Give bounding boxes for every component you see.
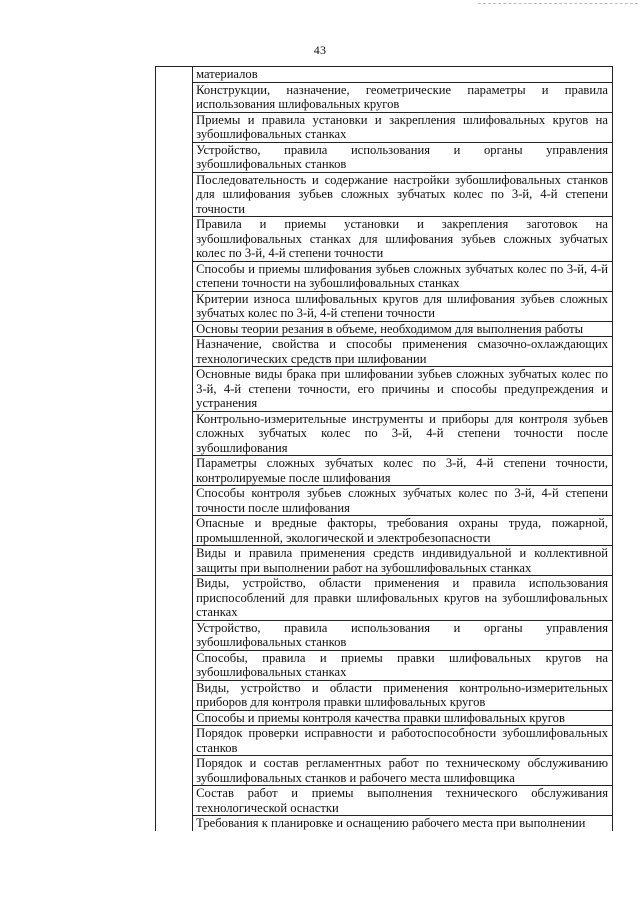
label-column-cell bbox=[156, 112, 193, 142]
table-row bbox=[156, 816, 613, 831]
label-column-cell bbox=[156, 172, 193, 217]
label-column-cell bbox=[156, 576, 193, 621]
table-row bbox=[156, 710, 613, 726]
table-row bbox=[156, 786, 613, 816]
knowledge-item-cell: Устройство, правила использования и органы управления зубошлифовальных станков bbox=[193, 620, 613, 650]
knowledge-item-cell: Порядок проверки исправности и работоспособности зубошлифовальных станков bbox=[193, 726, 613, 756]
table-row bbox=[156, 456, 613, 486]
knowledge-item-cell: Способы контроля зубьев сложных зубчатых колес по 3-й, 4-й степени точности после шлифования bbox=[193, 486, 613, 516]
knowledge-item-cell: Назначение, свойства и способы применения смазочно-охлаждающих технологических средств при шлифовании bbox=[193, 337, 613, 367]
requirements-table-body bbox=[156, 67, 613, 831]
knowledge-item-cell: Способы и приемы контроля качества правки шлифовальных кругов bbox=[193, 710, 613, 726]
table-row bbox=[156, 291, 613, 321]
label-column-cell bbox=[156, 786, 193, 816]
requirements-table bbox=[155, 66, 613, 831]
label-column-cell bbox=[156, 516, 193, 546]
knowledge-item-cell: Контрольно-измерительные инструменты и приборы для контроля зубьев сложных зубчатых колес по 3-й, 4-й степени точности после зубошлифования bbox=[193, 411, 613, 456]
label-column-cell bbox=[156, 321, 193, 337]
knowledge-item-cell: Последовательность и содержание настройки зубошлифовальных станков для шлифования зубьев сложных зубчатых колес по 3-й, 4-й степени точности bbox=[193, 172, 613, 217]
label-column-cell bbox=[156, 217, 193, 262]
knowledge-item-cell: Опасные и вредные факторы, требования охраны труда, пожарной, промышленной, экологической и электробезопасности bbox=[193, 516, 613, 546]
label-column-cell bbox=[156, 142, 193, 172]
page-number: 43 bbox=[313, 43, 327, 57]
table-row bbox=[156, 337, 613, 367]
knowledge-item-cell: Состав работ и приемы выполнения технического обслуживания технологической оснастки bbox=[193, 786, 613, 816]
table-row bbox=[156, 726, 613, 756]
table-row bbox=[156, 142, 613, 172]
label-column-cell bbox=[156, 680, 193, 710]
label-column-cell bbox=[156, 756, 193, 786]
table-row bbox=[156, 546, 613, 576]
table-row bbox=[156, 67, 613, 83]
table-row bbox=[156, 486, 613, 516]
table-row bbox=[156, 112, 613, 142]
table-row bbox=[156, 680, 613, 710]
table-row bbox=[156, 756, 613, 786]
label-column-cell bbox=[156, 411, 193, 456]
knowledge-item-cell: Способы, правила и приемы правки шлифовальных кругов на зубошлифовальных станках bbox=[193, 650, 613, 680]
label-column-cell bbox=[156, 82, 193, 112]
knowledge-item-cell: Виды, устройство, области применения и правила использования приспособлений для правки шлифовальных кругов на зубошлифовальных станках bbox=[193, 576, 613, 621]
label-column-cell bbox=[156, 367, 193, 412]
label-column-cell bbox=[156, 291, 193, 321]
knowledge-item-cell: Параметры сложных зубчатых колес по 3-й, 4-й степени точности, контролируемые после шлифования bbox=[193, 456, 613, 486]
knowledge-item-cell: Виды и правила применения средств индивидуальной и коллективной защиты при выполнении работ на зубошлифовальных станках bbox=[193, 546, 613, 576]
table-row bbox=[156, 321, 613, 337]
knowledge-item-cell: Порядок и состав регламентных работ по техническому обслуживанию зубошлифовальных станков и рабочего места шлифовщика bbox=[193, 756, 613, 786]
table-row bbox=[156, 172, 613, 217]
label-column-cell bbox=[156, 650, 193, 680]
table-row bbox=[156, 217, 613, 262]
knowledge-item-cell: Виды, устройство и области применения контрольно-измерительных приборов для контроля правки шлифовальных кругов bbox=[193, 680, 613, 710]
knowledge-item-cell: Конструкции, назначение, геометрические параметры и правила использования шлифовальных кругов bbox=[193, 82, 613, 112]
table-row bbox=[156, 411, 613, 456]
knowledge-item-cell: Способы и приемы шлифования зубьев сложных зубчатых колес по 3-й, 4-й степени точности на зубошлифовальных станках bbox=[193, 261, 613, 291]
knowledge-item-cell: Основы теории резания в объеме, необходимом для выполнения работы bbox=[193, 321, 613, 337]
table-row bbox=[156, 650, 613, 680]
table-row bbox=[156, 367, 613, 412]
table-row bbox=[156, 261, 613, 291]
label-column-cell bbox=[156, 337, 193, 367]
label-column-cell bbox=[156, 620, 193, 650]
label-column-cell bbox=[156, 456, 193, 486]
knowledge-item-cell: материалов bbox=[193, 67, 613, 83]
knowledge-item-cell: Критерии износа шлифовальных кругов для шлифования зубьев сложных зубчатых колес по 3-й, 4-й степени точности bbox=[193, 291, 613, 321]
table-row bbox=[156, 620, 613, 650]
knowledge-item-cell: Правила и приемы установки и закрепления заготовок на зубошлифовальных станках для шлифования зубьев сложных зубчатых колес по 3-й, 4-й степени точности bbox=[193, 217, 613, 262]
table-row bbox=[156, 516, 613, 546]
knowledge-item-cell: Основные виды брака при шлифовании зубьев сложных зубчатых колес по 3-й, 4-й степени точности, его причины и способы предупреждения и устранения bbox=[193, 367, 613, 412]
label-column-cell bbox=[156, 726, 193, 756]
label-column-cell bbox=[156, 816, 193, 831]
knowledge-item-cell: Требования к планировке и оснащению рабочего места при выполнении bbox=[193, 816, 613, 831]
label-column-cell bbox=[156, 486, 193, 516]
knowledge-item-cell: Устройство, правила использования и органы управления зубошлифовальных станков bbox=[193, 142, 613, 172]
label-column-cell bbox=[156, 261, 193, 291]
label-column-cell bbox=[156, 67, 193, 83]
top-edge-rule bbox=[478, 3, 638, 4]
table-row bbox=[156, 82, 613, 112]
table-row bbox=[156, 576, 613, 621]
label-column-cell bbox=[156, 546, 193, 576]
label-column-cell bbox=[156, 710, 193, 726]
knowledge-item-cell: Приемы и правила установки и закрепления шлифовальных кругов на зубошлифовальных станках bbox=[193, 112, 613, 142]
